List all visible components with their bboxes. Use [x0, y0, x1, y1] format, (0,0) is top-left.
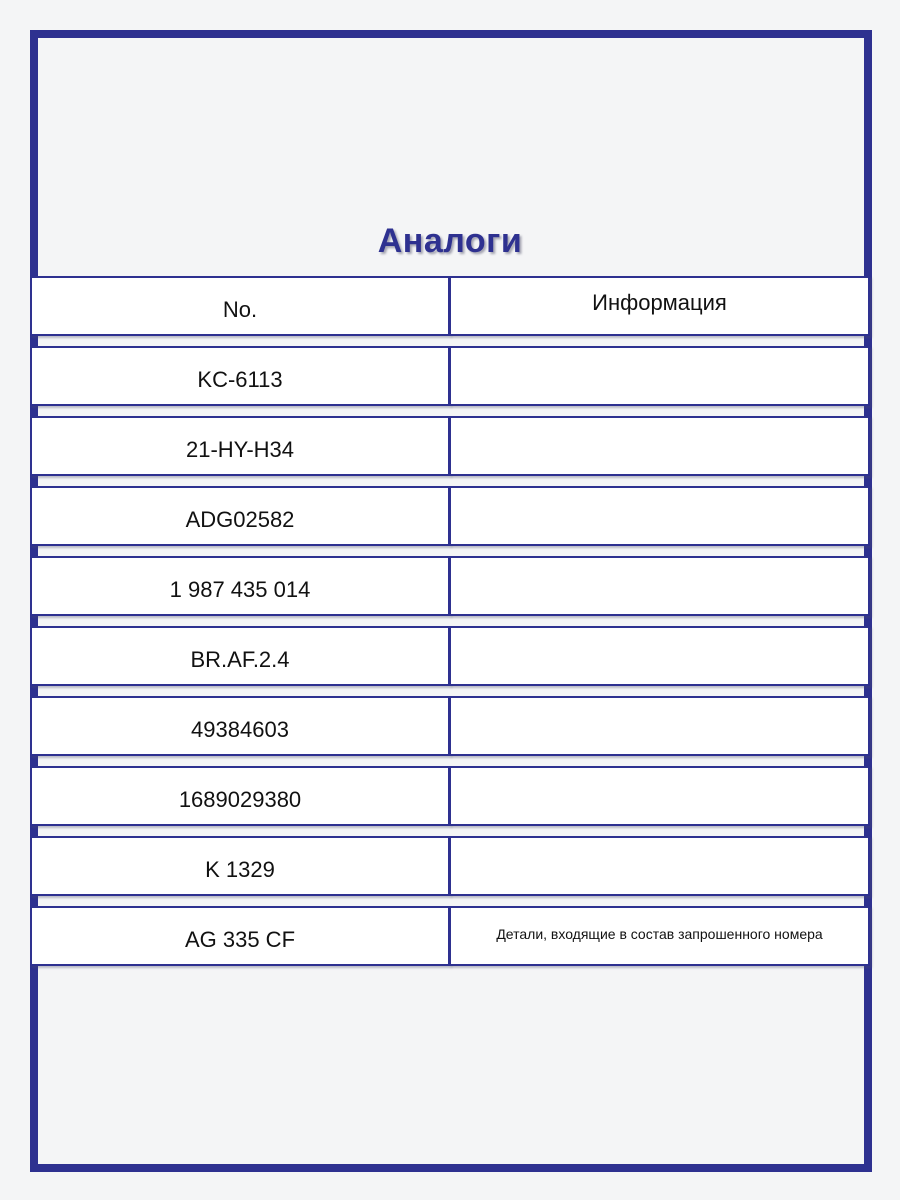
info-cell — [449, 766, 870, 826]
table-row — [30, 626, 871, 686]
table-row — [30, 416, 871, 476]
info-cell — [449, 416, 870, 476]
table-row — [30, 766, 871, 826]
info-cell: Детали, входящие в состав запрошенного номера — [449, 906, 870, 966]
info-cell — [449, 836, 870, 896]
part-number-cell: K 1329 — [30, 836, 450, 896]
part-number-cell: 49384603 — [30, 696, 450, 756]
table-row — [30, 906, 871, 966]
info-cell — [449, 486, 870, 546]
part-number-cell: KC-6113 — [30, 346, 450, 406]
part-number-cell: 1689029380 — [30, 766, 450, 826]
table-row — [30, 696, 871, 756]
part-number-cell: 1 987 435 014 — [30, 556, 450, 616]
table-row — [30, 486, 871, 546]
info-cell — [449, 556, 870, 616]
info-cell — [449, 626, 870, 686]
part-number-cell: BR.AF.2.4 — [30, 626, 450, 686]
part-number-cell: ADG02582 — [30, 486, 450, 546]
part-number-cell: AG 335 CF — [30, 906, 450, 966]
table-row — [30, 836, 871, 896]
info-cell — [449, 696, 870, 756]
table-row — [30, 346, 871, 406]
page-title: Аналоги — [377, 222, 523, 260]
table-header-row — [30, 276, 871, 336]
part-number-cell: 21-HY-H34 — [30, 416, 450, 476]
column-header-no: No. — [30, 276, 450, 336]
column-header-info: Информация — [449, 276, 870, 336]
info-cell — [449, 346, 870, 406]
table-row — [30, 556, 871, 616]
